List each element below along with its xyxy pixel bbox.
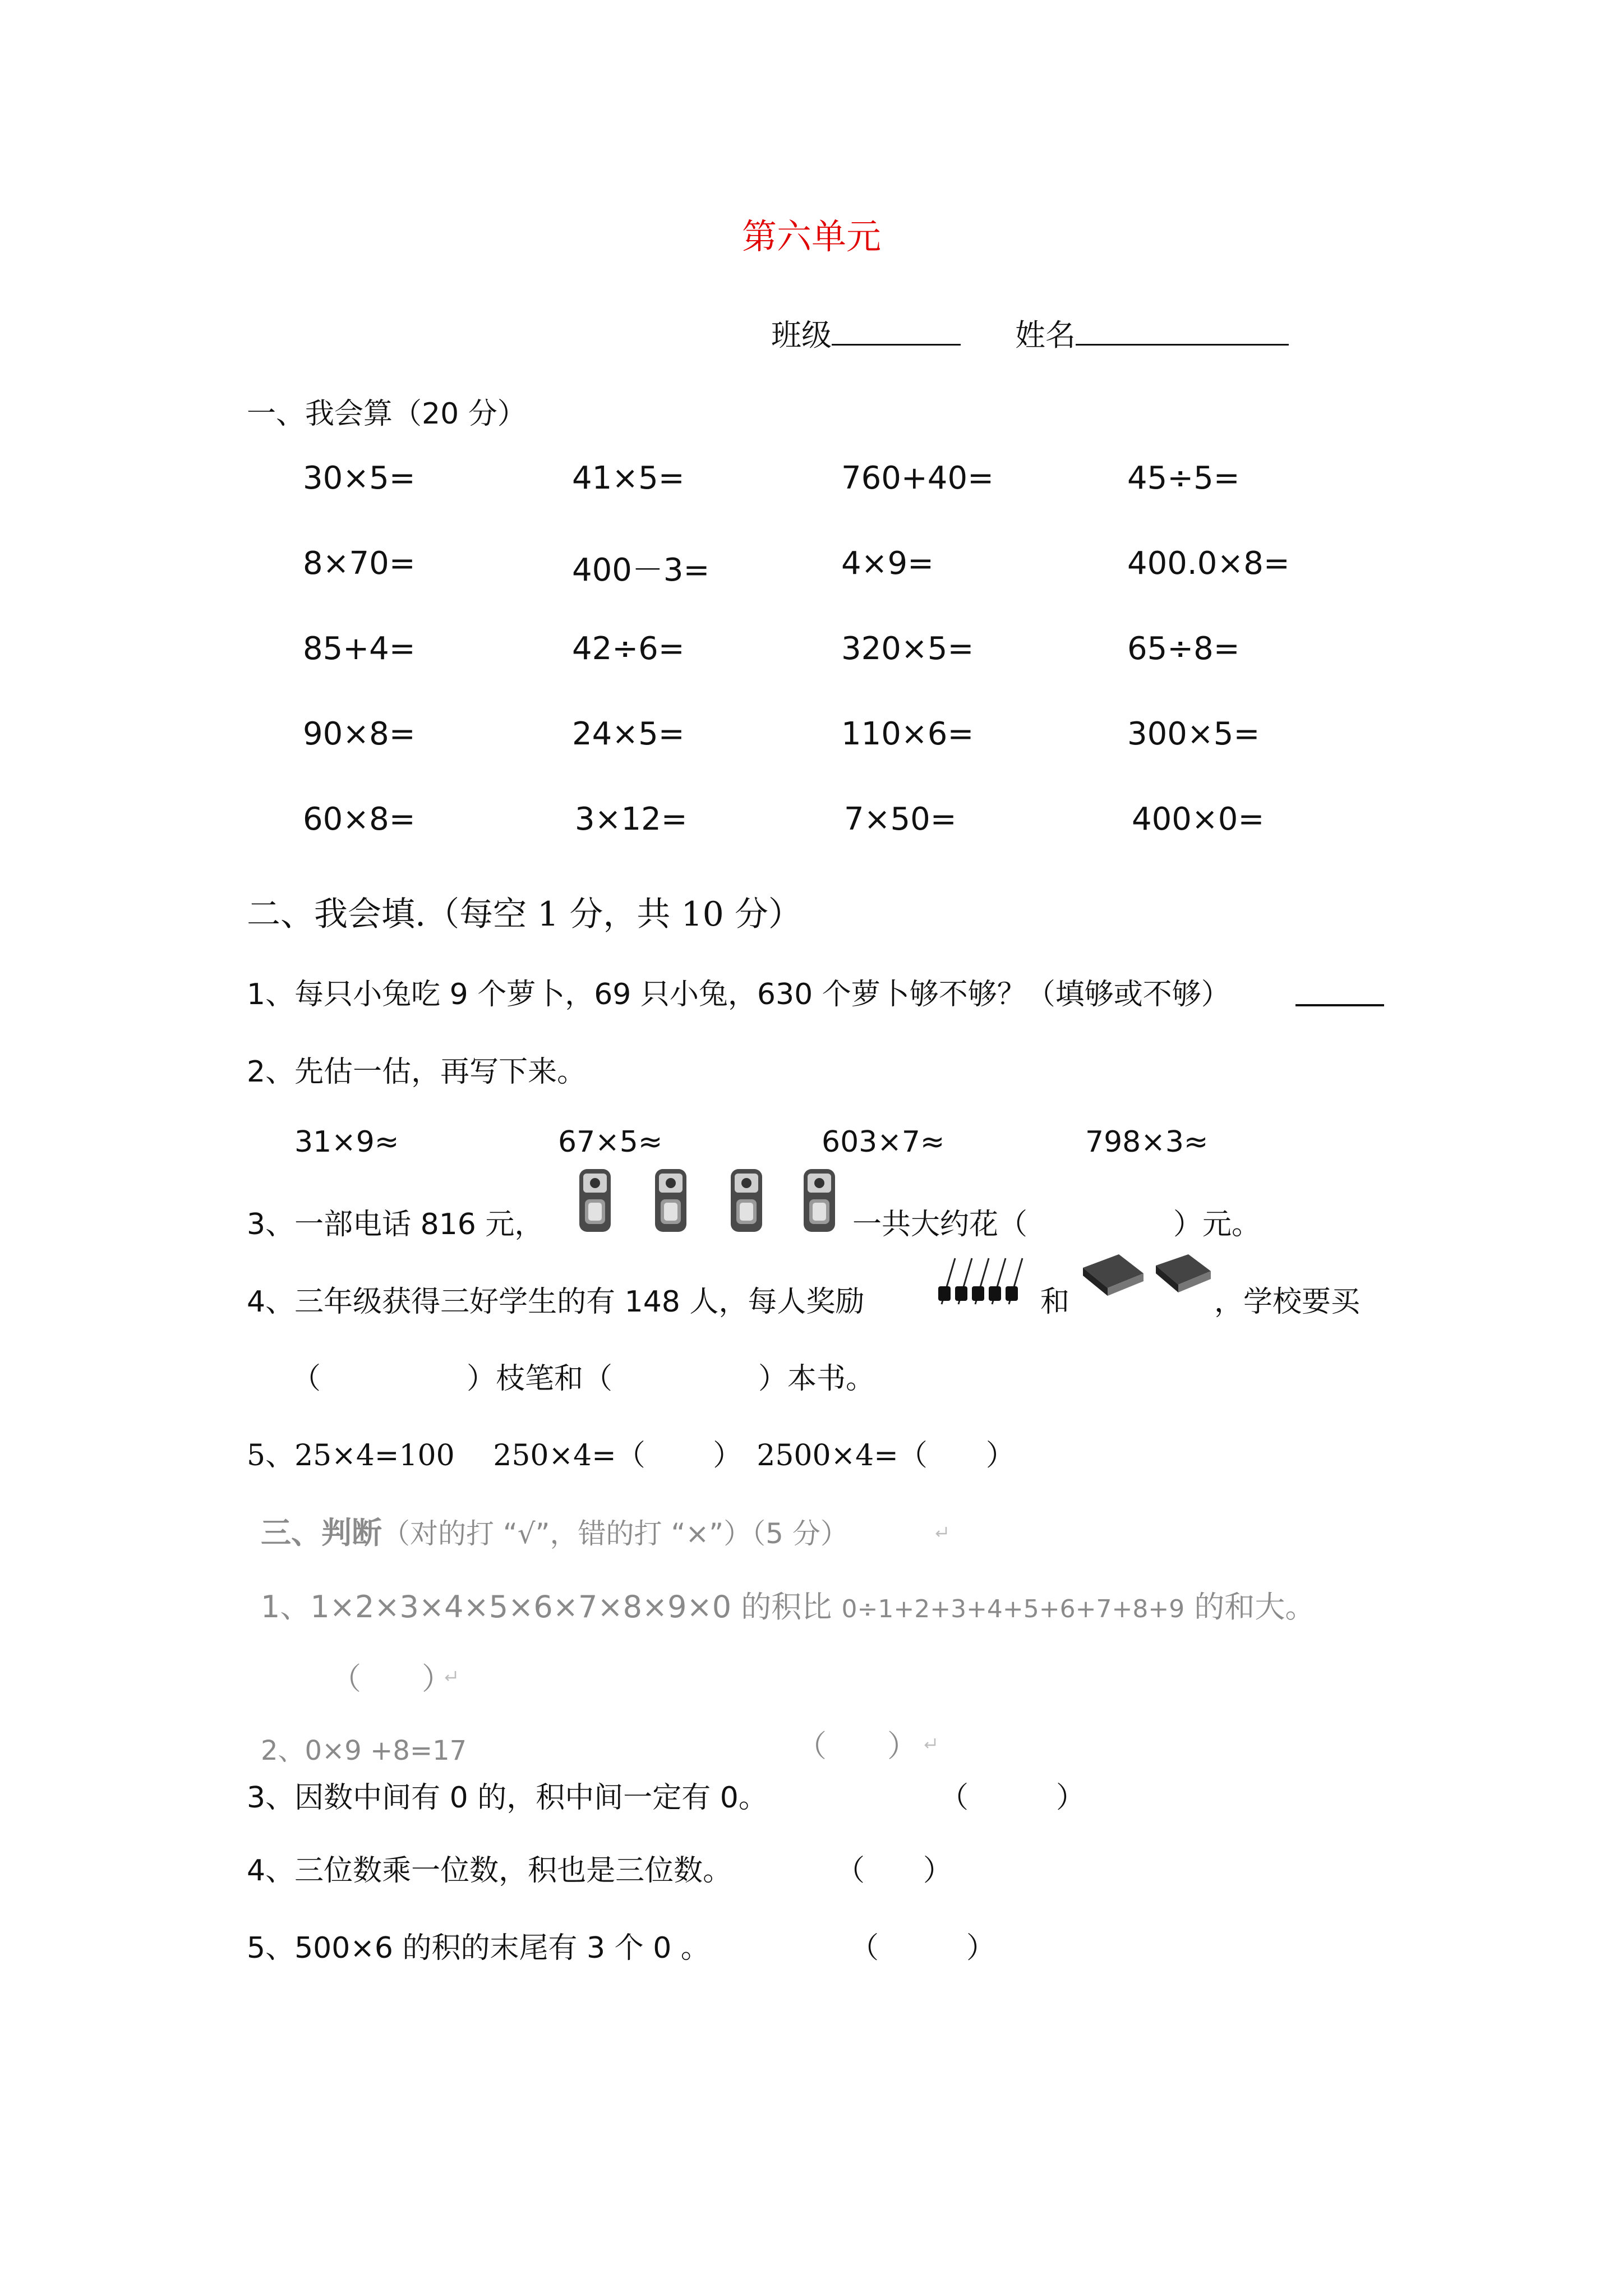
judge-question-1: 1、1×2×3×4×5×6×7×8×9×0 的积比 0÷1+2+3+4+5+6+7+8+9 的和大。 — [261, 1589, 1316, 1625]
equation: 4×9= — [841, 545, 934, 582]
estimate-item: 603×7≈ — [822, 1125, 945, 1159]
return-mark-icon — [923, 1736, 938, 1752]
judge-paren-5[interactable]: （ ） — [850, 1931, 996, 1965]
fill-question-3-end: 一共大约花（ ）元。 — [852, 1208, 1261, 1241]
equation: 400－3= — [572, 552, 710, 588]
name-field — [1015, 311, 1289, 355]
equation: 760+40= — [841, 460, 994, 496]
section1-heading: 一、我会算（20 分） — [247, 397, 527, 431]
equation: 320×5= — [841, 631, 974, 667]
phone-icon — [726, 1167, 767, 1234]
name-blank[interactable] — [1076, 319, 1289, 346]
name-label: 姓名 — [1015, 318, 1076, 353]
class-blank[interactable] — [832, 319, 961, 346]
fill-question-1: 1、每只小兔吃 9 个萝卜，69 只小兔，630 个萝卜够不够？（填够或不够） — [247, 978, 1230, 1011]
equation: 65÷8= — [1127, 631, 1240, 667]
judge-question-5: 5、500×6 的积的末尾有 3 个 0 。 — [247, 1931, 710, 1965]
answer-blank[interactable] — [1295, 1004, 1384, 1006]
equation: 400.0×8= — [1127, 545, 1290, 582]
equation: 7×50= — [844, 801, 957, 838]
equation: 41×5= — [572, 460, 685, 496]
equation: 60×8= — [303, 801, 416, 838]
fill-question-4-end: ，学校要买 — [1214, 1285, 1361, 1319]
fill-question-4-line2: （ ）枝笔和（ ）本书。 — [292, 1362, 875, 1396]
phone-icon — [651, 1167, 691, 1234]
return-mark-icon — [934, 1525, 949, 1540]
judge-paren-3[interactable]: （ ） — [939, 1781, 1086, 1815]
section2-heading: 二、我会填.（每空 1 分，共 10 分） — [247, 895, 802, 934]
equation: 300×5= — [1127, 716, 1260, 752]
judge-question-2: 2、0×9 +8=17 — [261, 1735, 467, 1766]
judge-paren-2[interactable]: （ ） — [796, 1728, 917, 1764]
fill-question-4-start: 4、三年级获得三好学生的有 148 人，每人奖励 — [247, 1285, 865, 1319]
judge-question-3: 3、因数中间有 0 的，积中间一定有 0。 — [247, 1781, 768, 1815]
phone-icon — [575, 1167, 615, 1234]
estimate-item: 67×5≈ — [558, 1125, 663, 1159]
and-label: 和 — [1040, 1285, 1070, 1319]
estimate-item: 31×9≈ — [294, 1125, 399, 1159]
equation: 110×6= — [841, 716, 974, 752]
phone-icon — [799, 1167, 840, 1234]
equation: 90×8= — [303, 716, 416, 752]
equation: 42÷6= — [572, 631, 685, 667]
book-icon — [1080, 1251, 1147, 1301]
estimate-item: 798×3≈ — [1085, 1125, 1209, 1159]
fill-question-5: 5、25×4=100 250×4=（ ） 2500×4=（ ） — [247, 1439, 1015, 1473]
return-mark-icon — [443, 1669, 459, 1685]
equation: 8×70= — [303, 545, 416, 582]
judge-paren-4[interactable]: （ ） — [836, 1854, 953, 1888]
judge-paren-1[interactable]: （ ） — [331, 1661, 452, 1696]
equation: 85+4= — [303, 631, 416, 667]
equation: 24×5= — [572, 716, 685, 752]
class-label: 班级 — [771, 318, 832, 353]
equation: 30×5= — [303, 460, 416, 496]
judge-question-4: 4、三位数乘一位数，积也是三位数。 — [247, 1854, 732, 1888]
page-title: 第六单元 — [741, 216, 881, 257]
pencils-icon — [934, 1254, 1029, 1310]
equation: 400×0= — [1132, 801, 1265, 838]
class-field — [771, 311, 961, 355]
fill-question-3-start: 3、一部电话 816 元， — [247, 1208, 544, 1241]
book-icon — [1152, 1251, 1214, 1299]
fill-question-2: 2、先估一估，再写下来。 — [247, 1055, 587, 1089]
equation: 45÷5= — [1127, 460, 1240, 496]
section3-heading: 三、判断（对的打 “√”，错的打 “×”）（5 分） — [261, 1515, 849, 1550]
equation: 3×12= — [575, 801, 688, 838]
